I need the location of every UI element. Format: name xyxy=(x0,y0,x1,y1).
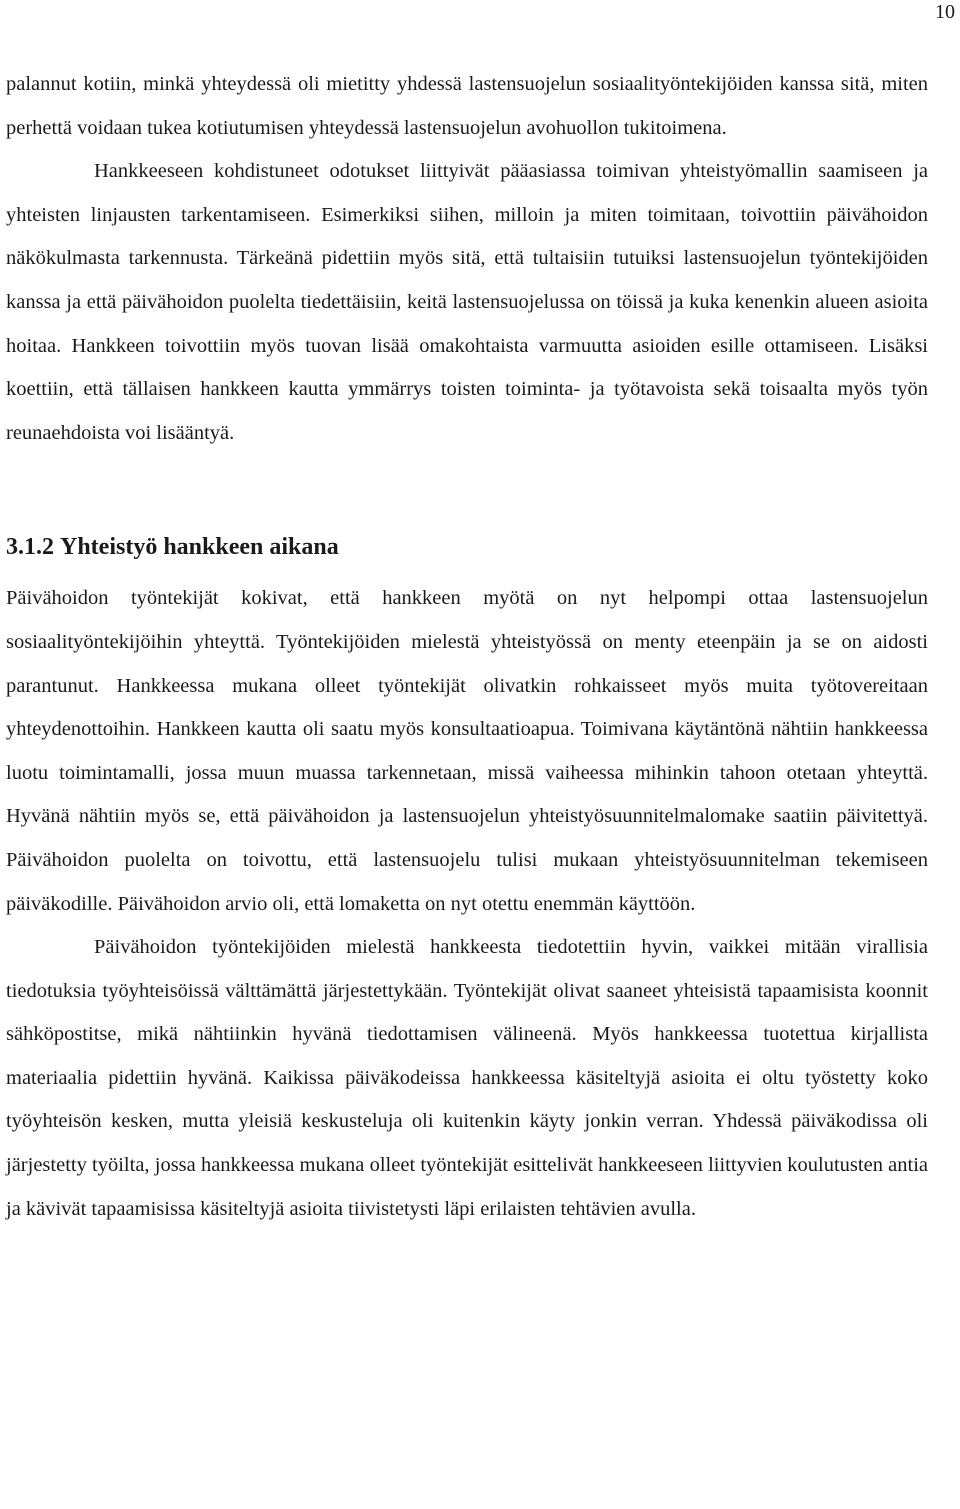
page-number: 10 xyxy=(935,1,955,23)
paragraph-expectations: Hankkeeseen kohdistuneet odotukset liittyivät pääasiassa toimivan yhteistyömallin saamiseen ja yhteisten linjausten tarkentamiseen. Esimerkiksi siihen, milloin ja miten toimitaan, toivottiin päivähoidon näkökulmasta tarkennusta. Tärkeänä pidettiin myös sitä, että tultaisiin tutuiksi lastensuojelun työntekijöiden kanssa ja että päivähoidon puolelta tiedettäisiin, keitä lastensuojelussa on töissä ja kuka kenenkin alueen asioita hoitaa. Hankkeen toivottiin myös tuovan lisää omakohtaista varmuutta asioiden esille ottamiseen. Lisäksi koettiin, että tällaisen hankkeen kautta ymmärrys toisten toiminta- ja työtavoista sekä toisaalta myös työn reunaehdoista voi lisääntyä. xyxy=(6,160,928,444)
paragraph-cooperation: Päivähoidon työntekijät kokivat, että hankkeen myötä on nyt helpompi ottaa lastensuojelun sosiaalityöntekijöihin yhteyttä. Työntekijöiden mielestä yhteistyössä on menty eteenpäin ja se on aidosti parantunut. Hankkeessa mukana olleet työntekijät olivatkin rohkaisseet myös muita työtovereitaan yhteydenottoihin. Hankkeen kautta oli saatu myös konsultaatioapua. Toimivana käytäntönä nähtiin hankkeessa luotu toimintamalli, jossa muun muassa tarkennetaan, missä vaiheessa mihinkin tahoon otetaan yhteyttä. Hyvänä nähtiin myös se, että päivähoidon ja lastensuojelun yhteistyösuunnitelmalomake saatiin päivitettyä. Päivähoidon puolelta on toivottu, että lastensuojelu tulisi mukaan yhteistyösuunnitelman tekemiseen päiväkodille. Päivähoidon arvio oli, että lomaketta on nyt otettu enemmän käyttöön. xyxy=(6,587,928,915)
section-title: Yhteistyö hankkeen aikana xyxy=(60,534,339,561)
document-body xyxy=(6,63,928,1231)
paragraph-communication: Päivähoidon työntekijöiden mielestä hankkeesta tiedotettiin hyvin, vaikkei mitään virallisia tiedotuksia työyhteisöissä välttämättä järjestettykään. Työntekijät olivat saaneet yhteisistä tapaamisista koonnit sähköpostitse, mikä nähtiinkin hyvänä tiedottamisen välineenä. Myös hankkeessa tuotettua kirjallista materiaalia pidettiin hyvänä. Kaikissa päiväkodeissa hankkeessa käsiteltyjä asioita ei oltu työstetty koko työyhteisön kesken, mutta yleisiä keskusteluja oli kuitenkin käyty jonkin verran. Yhdessä päiväkodissa oli järjestetty työilta, jossa hankkeessa mukana olleet työntekijät esittelivät hankkeeseen liittyvien koulutusten antia ja kävivät tapaamisissa käsiteltyjä asioita tiivistetysti läpi erilaisten tehtävien avulla. xyxy=(6,936,928,1220)
paragraph-continuation: palannut kotiin, minkä yhteydessä oli mietitty yhdessä lastensuojelun sosiaalityöntekijöiden kanssa sitä, miten perhettä voidaan tukea kotiutumisen yhteydessä lastensuojelun avohuollon tukitoimena. xyxy=(6,73,928,139)
section-heading xyxy=(6,529,928,565)
section-number: 3.1.2 xyxy=(6,534,54,561)
